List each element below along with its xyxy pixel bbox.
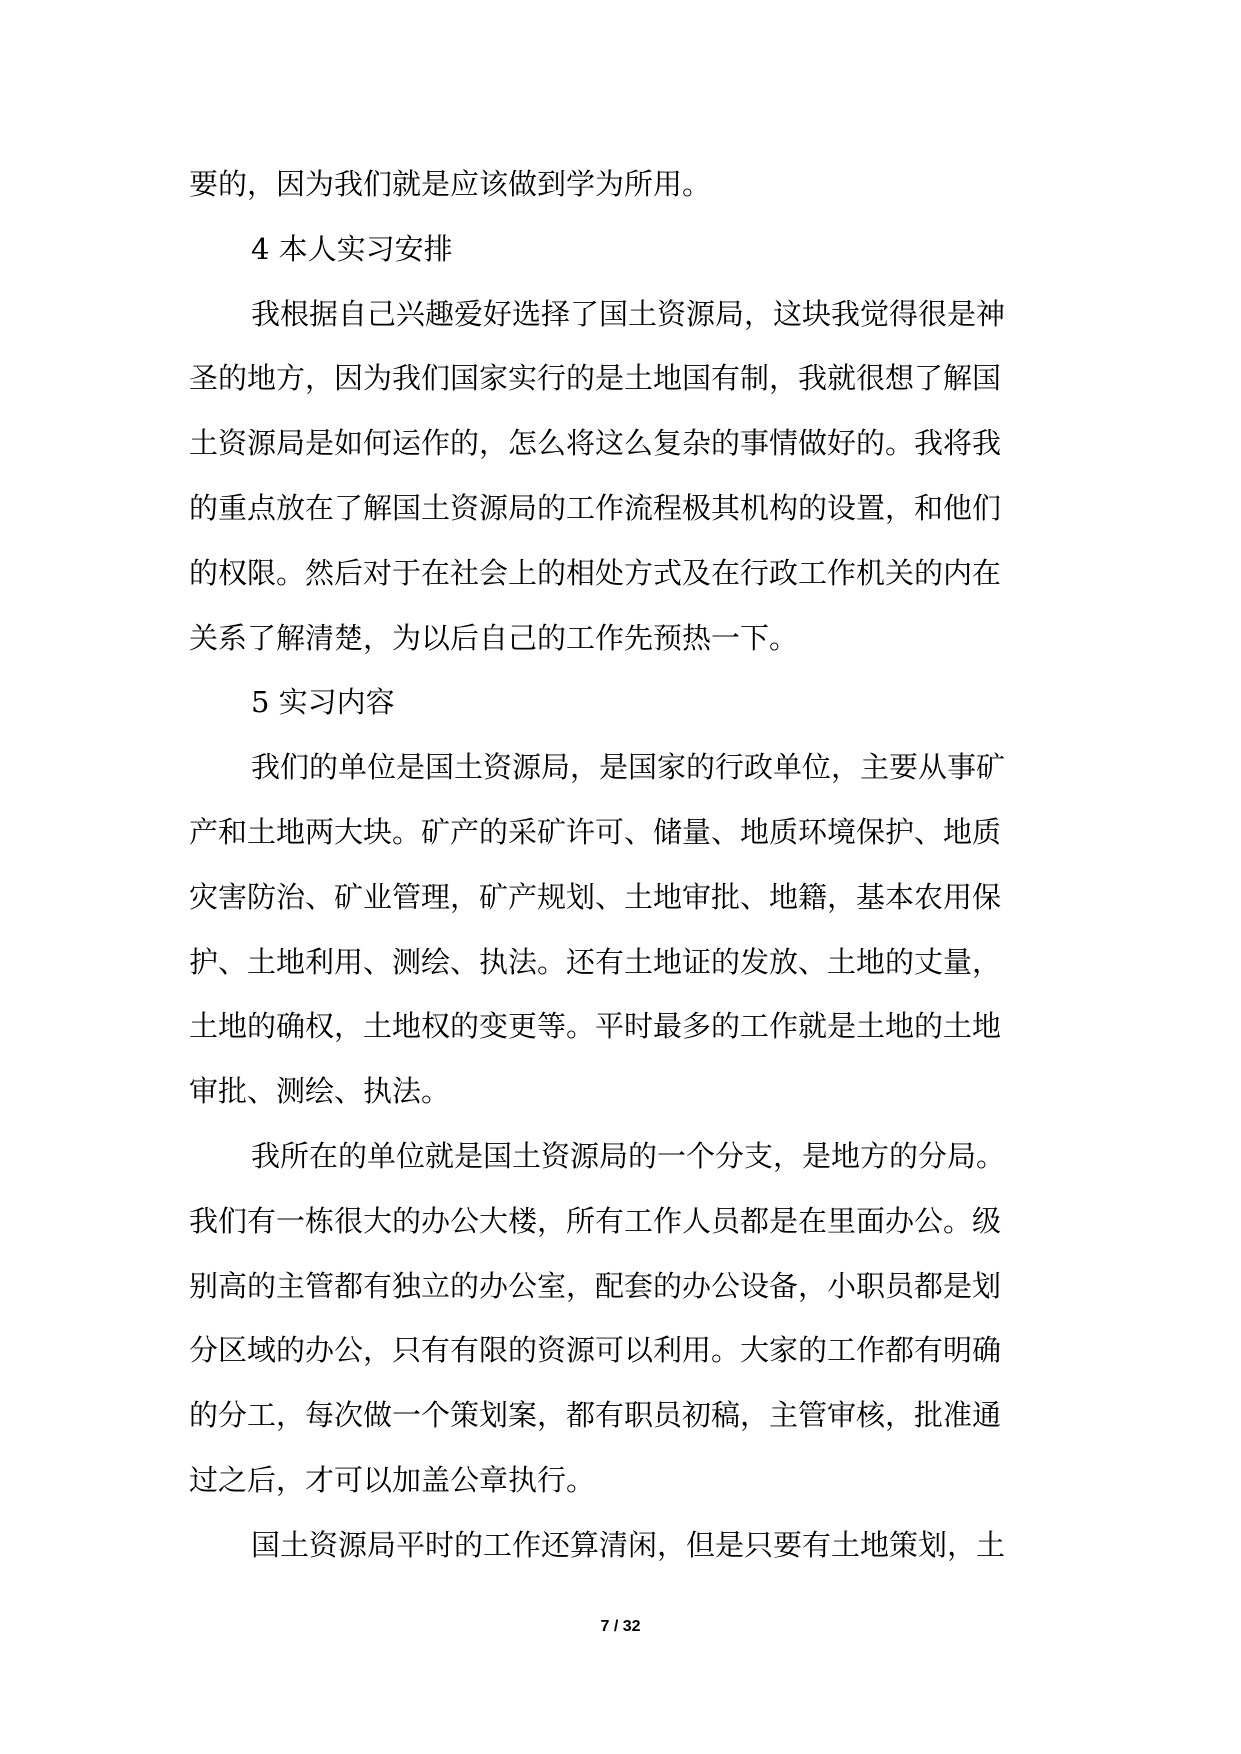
page-number: 7 / 32 xyxy=(600,1618,641,1635)
section-heading-5: 5 实习内容 xyxy=(251,685,395,720)
text-line: 的权限。然后对于在社会上的相处方式及在行政工作机关的内在 xyxy=(189,555,1002,590)
text-line: 我根据自己兴趣爱好选择了国土资源局，这块我觉得很是神 xyxy=(251,296,1006,331)
text-line: 审批、测绘、执法。 xyxy=(189,1074,451,1109)
text-line: 关系了解清楚，为以后自己的工作先预热一下。 xyxy=(189,620,799,655)
body-text xyxy=(189,152,1069,1578)
text-line: 过之后，才可以加盖公章执行。 xyxy=(189,1462,596,1497)
text-line: 灾害防治、矿业管理，矿产规划、土地审批、地籍，基本农用保 xyxy=(189,879,1002,914)
text-line: 我所在的单位就是国土资源局的一个分支，是地方的分局。 xyxy=(251,1138,1006,1173)
document-body xyxy=(189,152,1069,1578)
text-line: 产和土地两大块。矿产的采矿许可、储量、地质环境保护、地质 xyxy=(189,814,1002,849)
text-line: 国土资源局平时的工作还算清闲，但是只要有土地策划，土 xyxy=(251,1527,1006,1562)
text-line: 的重点放在了解国土资源局的工作流程极其机构的设置，和他们 xyxy=(189,490,1002,525)
text-line: 别高的主管都有独立的办公室，配套的办公设备，小职员都是划 xyxy=(189,1268,1002,1303)
text-line: 圣的地方，因为我们国家实行的是土地国有制，我就很想了解国 xyxy=(189,361,1002,396)
text-line: 我们的单位是国土资源局，是国家的行政单位，主要从事矿 xyxy=(251,750,1006,785)
text-line: 护、土地利用、测绘、执法。还有土地证的发放、土地的丈量， xyxy=(189,944,1002,979)
text-line: 分区域的办公，只有有限的资源可以利用。大家的工作都有明确 xyxy=(189,1333,1002,1368)
text-line: 土资源局是如何运作的，怎么将这么复杂的事情做好的。我将我 xyxy=(189,426,1002,461)
text-line: 的分工，每次做一个策划案，都有职员初稿，主管审核，批准通 xyxy=(189,1398,1002,1433)
text-line: 要的，因为我们就是应该做到学为所用。 xyxy=(189,167,712,201)
text-line: 我们有一栋很大的办公大楼，所有工作人员都是在里面办公。级 xyxy=(189,1203,1002,1238)
text-line: 土地的确权，土地权的变更等。平时最多的工作就是土地的土地 xyxy=(189,1009,1002,1044)
section-heading-4: 4 本人实习安排 xyxy=(251,231,453,266)
